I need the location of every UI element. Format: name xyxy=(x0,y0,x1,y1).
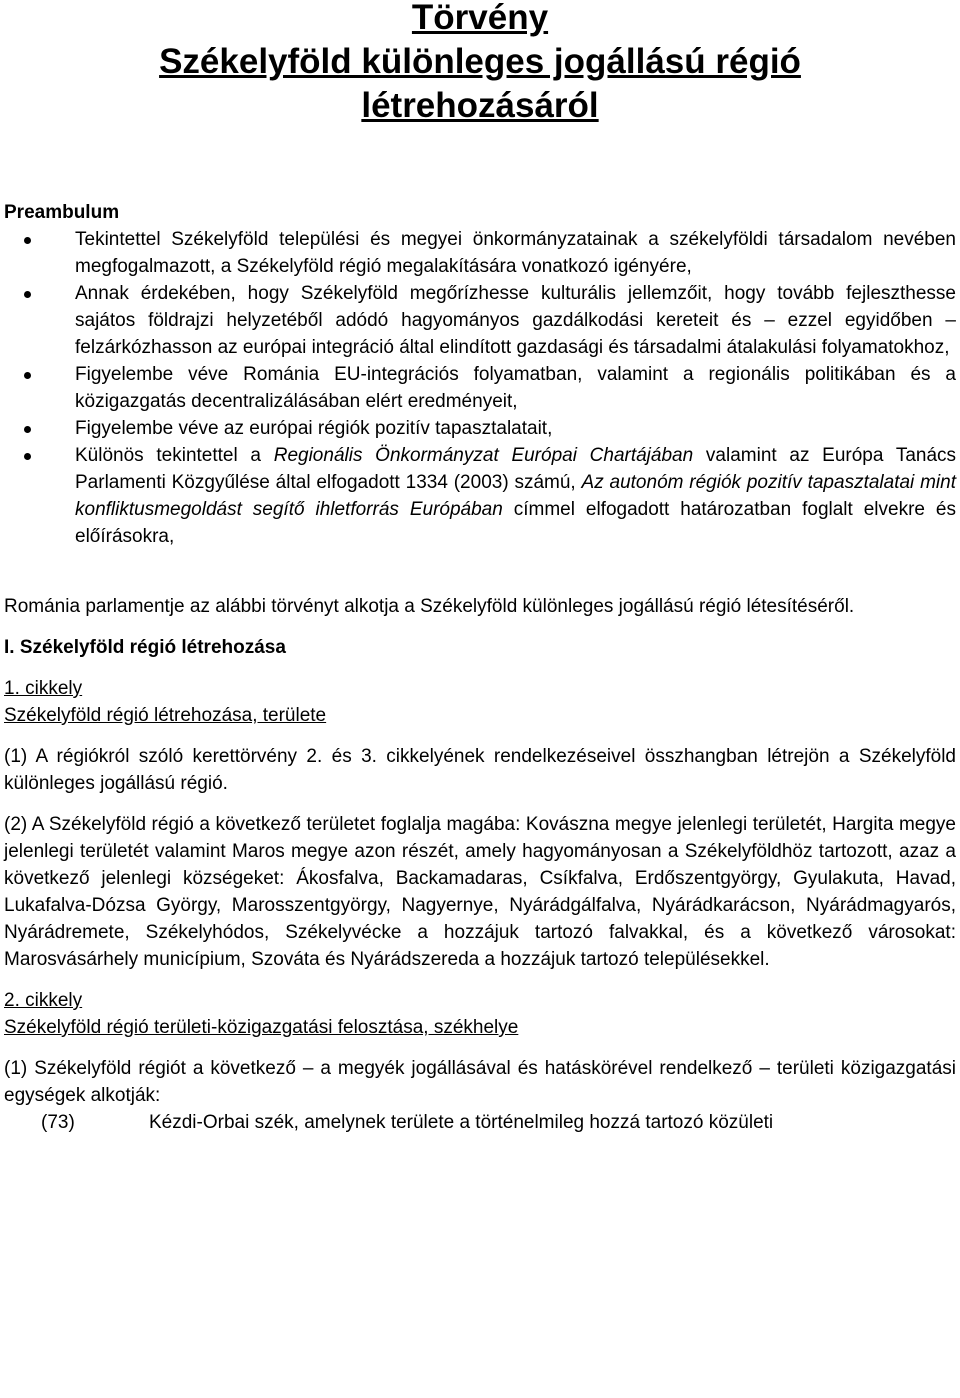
article-1-title: Székelyföld régió létrehozása, területe xyxy=(4,705,327,726)
article-1-paragraph-1: (1) A régiókról szóló kerettörvény 2. és 3. cikkelyének rendelkezéseivel összhangban létrejön a Székelyföld különleges jogállású régió. xyxy=(4,746,956,794)
article-2-title: Székelyföld régió területi-közigazgatási felosztása, székhelye xyxy=(4,1017,519,1038)
preamble-item-text: Figyelembe véve az európai régiók pozitív tapasztalatait, xyxy=(75,418,553,439)
preamble-item-5-part-1: Különös tekintettel a xyxy=(75,445,274,466)
article-2-paragraph-1: (1) Székelyföld régiót a következő – a megyék jogállásával és hatáskörével rendelkező – területi közigazgatási egységek alkotják: xyxy=(4,1058,956,1106)
bullet-icon xyxy=(24,453,31,460)
bullet-icon xyxy=(24,291,31,298)
preamble-list xyxy=(4,226,956,550)
preamble-item-5-part-2: valamint az Európa Tanács Parlamenti Közgyűlése által elfogadott 1334 (2003) számú, xyxy=(75,445,957,493)
enactment-clause: Románia parlamentje az alábbi törvényt alkotja a Székelyföld különleges jogállású régió létesítéséről. xyxy=(4,596,855,617)
article-1-paragraph-2: (2) A Székelyföld régió a következő területet foglalja magába: Kovászna megye jelenlegi területét, Hargita megye jelenlegi területét valamint Maros megye azon részét, amely hagyományosan a Székelyföldhöz tartozott, azaz a következő jelenlegi községeket: Ákosfalva, Backamadaras, Csíkfalva, Erdőszentgyörgy, Gyulakuta, Havad, Lukafalva-Dózsa György, Marosszentgyörgy, Nagyernye, Nyárádgálfalva, Nyárádkarácson, Nyárádmagyarós, Nyárádremete, Székelyhódos, Székelyvécke a hozzájuk tartozó falvakkal, és a következő városokat: Marosvásárhely municípium, Szováta és Nyárádszereda a hozzájuk tartozó településekkel. xyxy=(4,814,956,970)
document-title-line-1: Törvény xyxy=(411,0,549,37)
bullet-icon xyxy=(24,237,31,244)
chapter-heading: I. Székelyföld régió létrehozása xyxy=(4,637,286,658)
preamble-item xyxy=(4,280,956,361)
charter-title: Regionális Önkormányzat Európai Chartájában xyxy=(273,445,694,466)
document-page xyxy=(4,0,956,1136)
preamble-item xyxy=(4,415,956,442)
document-title-line-2: Székelyföld különleges jogállású régió xyxy=(159,42,801,81)
bullet-icon xyxy=(24,372,31,379)
preamble-item xyxy=(4,226,956,280)
document-title-line-3: létrehozásáról xyxy=(361,86,599,125)
article-1-number: 1. cikkely xyxy=(4,678,83,699)
territorial-unit-number: (73) xyxy=(41,1112,75,1133)
resolution-title: Az autonóm régiók pozitív tapasztalatai mint konfliktusmegoldást segítő ihletforrás Európában xyxy=(75,472,956,520)
preamble-item-5-part-3: címmel elfogadott határozatban foglalt elvekre és előírásokra, xyxy=(75,499,956,547)
bullet-icon xyxy=(24,426,31,433)
preamble-item xyxy=(4,361,956,415)
article-2-number: 2. cikkely xyxy=(4,990,83,1011)
preamble-item xyxy=(4,442,956,550)
territorial-unit-text: Kézdi-Orbai szék, amelynek területe a történelmileg hozzá tartozó közületi xyxy=(149,1112,774,1133)
preamble-item-text: Figyelembe véve Románia EU-integrációs folyamatban, valamint a regionális politikában és a közigazgatás decentralizálásában elért eredményeit, xyxy=(75,364,956,412)
territorial-unit-row xyxy=(4,1109,956,1136)
preamble-heading: Preambulum xyxy=(4,202,120,223)
preamble-item-text: Tekintettel Székelyföld települési és megyei önkormányzatainak a székelyföldi társadalom nevében megfogalmazott, a Székelyföld régió megalakítására vonatkozó igényére, xyxy=(75,229,956,277)
preamble-item-text: Annak érdekében, hogy Székelyföld megőrízhesse kulturális jellemzőit, hogy tovább fejleszthesse sajátos földrajzi helyzetéből adódó hagyományos gazdálkodási kereteit és – ezzel egyidőben – felzárkózhasson az európai integráció által elindított gazdasági és társadalmi átalakulási folyamatokhoz, xyxy=(75,283,956,358)
